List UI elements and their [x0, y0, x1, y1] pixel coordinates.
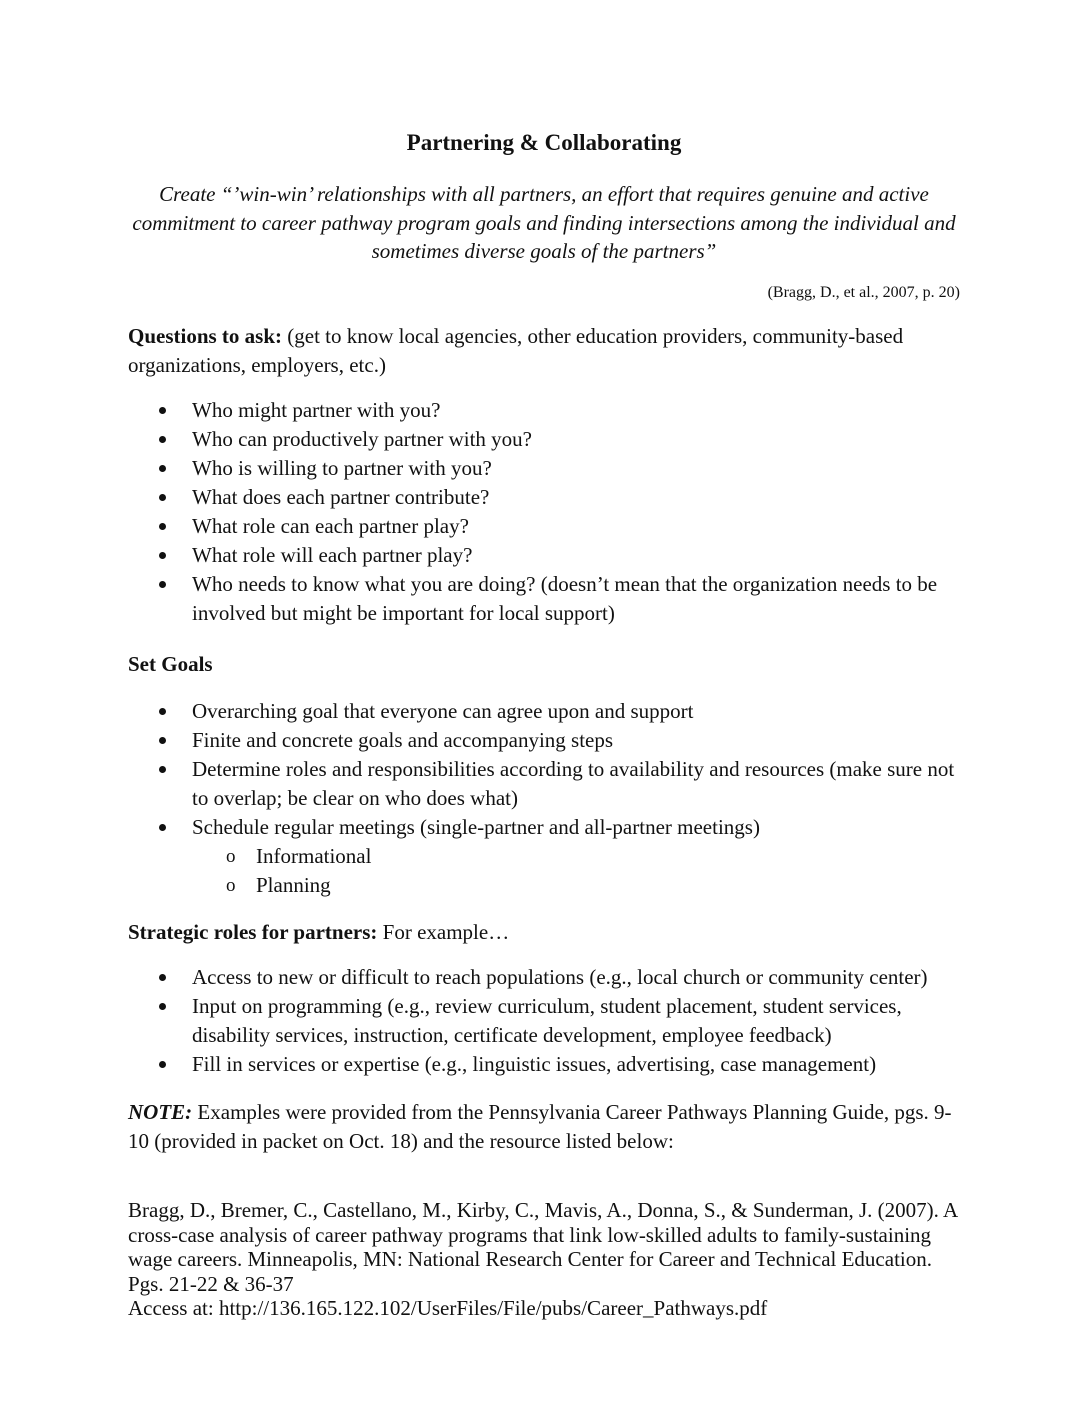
meetings-sublist — [0, 842, 968, 900]
questions-list — [0, 396, 968, 628]
quote-citation: (Bragg, D., et al., 2007, p. 20) — [767, 284, 960, 301]
epigraph-quote: Create “’win-win’ relationships with all partners, an effort that requires genuine and active commitment to career pathway program goals and finding intersections among the individual and sometimes diverse goals of the partners” — [132, 182, 956, 263]
list-item: What role can each partner play? — [0, 512, 968, 541]
questions-text: (get to know local agencies, other education providers, community-based organizations, employers, etc.) — [128, 324, 904, 377]
goals-list — [0, 697, 968, 842]
list-item: Input on programming (e.g., review curriculum, student placement, student services, disability services, instruction, certificate development, employee feedback) — [0, 992, 968, 1050]
roles-list — [0, 963, 968, 1079]
list-item: Determine roles and responsibilities according to availability and resources (make sure not to overlap; be clear on who does what) — [0, 755, 968, 813]
roles-text: For example… — [377, 920, 510, 944]
questions-intro — [128, 322, 968, 379]
page-title: Partnering & Collaborating — [406, 130, 682, 155]
list-item: Who can productively partner with you? — [0, 425, 968, 454]
sub-list-item: o Planning — [0, 871, 968, 900]
note-text: Examples were provided from the Pennsylvania Career Pathways Planning Guide, pgs. 9-10 (provided in packet on Oct. 18) and the resource listed below: — [128, 1100, 952, 1153]
list-item: Access to new or difficult to reach populations (e.g., local church or community center) — [0, 963, 968, 992]
list-item: What does each partner contribute? — [0, 483, 968, 512]
list-item: Fill in services or expertise (e.g., linguistic issues, advertising, case management) — [0, 1050, 968, 1079]
list-item: Who needs to know what you are doing? (doesn’t mean that the organization needs to be involved but might be important for local support) — [0, 570, 968, 628]
questions-label: Questions to ask: — [128, 324, 283, 348]
list-item: Who might partner with you? — [0, 396, 968, 425]
section-heading-set-goals: Set Goals — [128, 652, 213, 676]
sub-list-item: o Informational — [0, 842, 968, 871]
list-item: What role will each partner play? — [0, 541, 968, 570]
list-item: Who is willing to partner with you? — [0, 454, 968, 483]
list-item: Overarching goal that everyone can agree upon and support — [0, 697, 968, 726]
reference-access-url: Access at: http://136.165.122.102/UserFiles/File/pubs/Career_Pathways.pdf — [128, 1296, 768, 1320]
reference-citation: Bragg, D., Bremer, C., Castellano, M., Kirby, C., Mavis, A., Donna, S., & Sunderman, J. (2007). A cross-case analysis of career pathway programs that link low-skilled adults to family-sustaining wage careers. Minneapolis, MN: National Research Center for Career and Technical Education. Pgs. 21-22 & 36-37 — [128, 1198, 957, 1296]
roles-intro — [128, 918, 968, 947]
list-item: Finite and concrete goals and accompanying steps — [0, 726, 968, 755]
note-paragraph — [128, 1098, 968, 1155]
list-item-text: Schedule regular meetings (single-partner and all-partner meetings) — [192, 815, 760, 839]
note-label: NOTE: — [128, 1100, 193, 1124]
list-item — [0, 813, 968, 842]
reference-block — [128, 1198, 968, 1321]
roles-label: Strategic roles for partners: — [128, 920, 378, 944]
